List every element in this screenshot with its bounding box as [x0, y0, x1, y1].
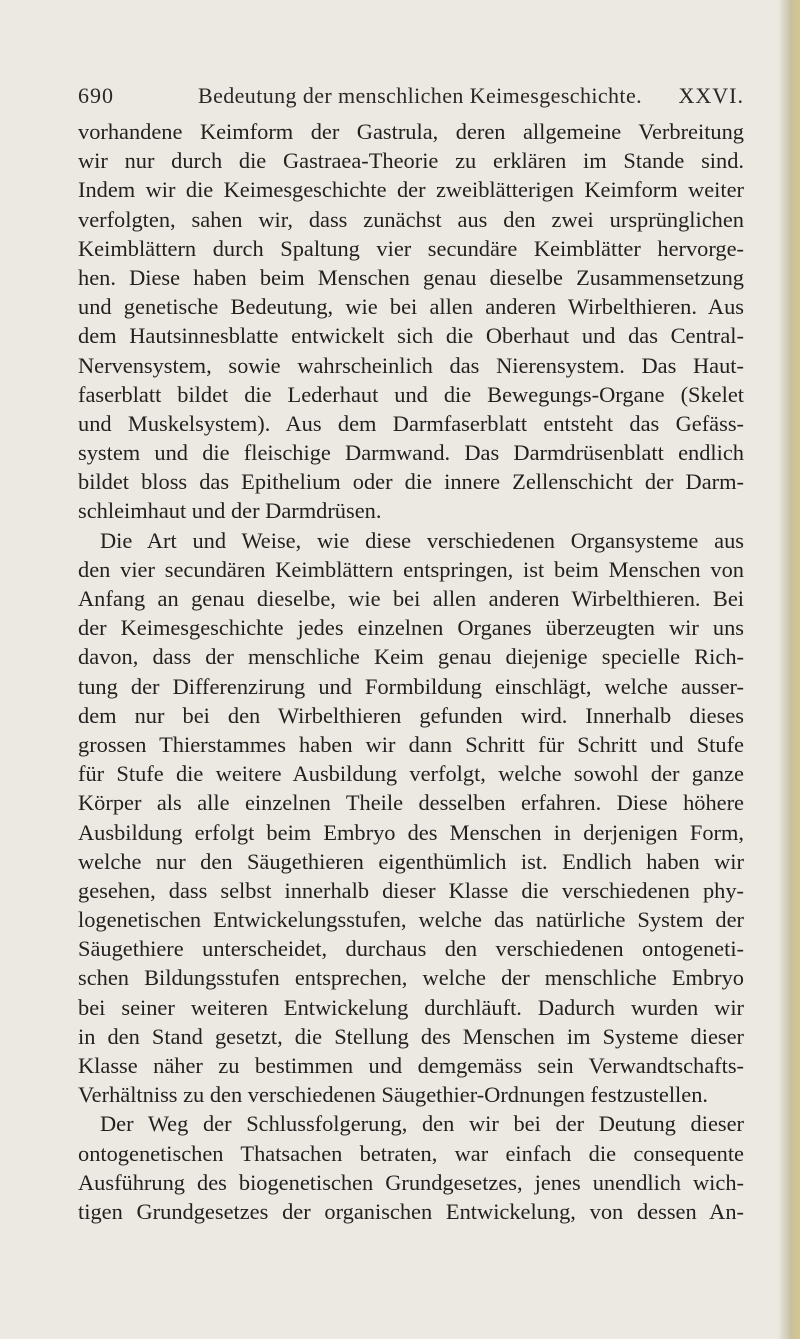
- text-line: und genetische Bedeutung, wie bei allen anderen Wirbelthieren. Aus: [78, 294, 744, 320]
- page-number: 690: [78, 83, 114, 108]
- text-line: Ausführung des biogenetischen Grundgesetzes, jenes unendlich wich-: [78, 1169, 744, 1195]
- text-line: schen Bildungsstufen entsprechen, welche der menschliche Embryo: [78, 965, 744, 991]
- text-line: Nervensystem, sowie wahrscheinlich das Nierensystem. Das Haut-: [78, 352, 744, 378]
- text-line: Indem wir die Keimesgeschichte der zweiblätterigen Keimform weiter: [78, 177, 744, 203]
- page-edge-shadow: [778, 0, 800, 1339]
- paragraph-2: [78, 526, 744, 1110]
- text-line: für Stufe die weitere Ausbildung verfolgt, welche sowohl der ganze: [78, 761, 744, 787]
- text-line: welche nur den Säugethieren eigenthümlich ist. Endlich haben wir: [78, 848, 744, 874]
- text-line: tung der Differenzirung und Formbildung einschlägt, welche ausser-: [78, 673, 744, 699]
- text-line: grossen Thierstammes haben wir dann Schritt für Schritt und Stufe: [78, 731, 744, 757]
- text-line: der Keimesgeschichte jedes einzelnen Organes überzeugten wir uns: [78, 615, 744, 641]
- text-line: hen. Diese haben beim Menschen genau dieselbe Zusammensetzung: [78, 264, 744, 290]
- paragraph-3: [78, 1109, 744, 1226]
- text-line: tigen Grundgesetzes der organischen Entwickelung, von dessen An-: [78, 1198, 744, 1224]
- text-line: Anfang an genau dieselbe, wie bei allen anderen Wirbelthieren. Bei: [78, 586, 744, 611]
- text-line: Der Weg der Schlussfolgerung, den wir bei der Deutung dieser: [100, 1111, 744, 1137]
- text-line: dem Hautsinnesblatte entwickelt sich die Oberhaut und das Central-: [78, 323, 744, 349]
- text-line: wir nur durch die Gastraea-Theorie zu erklären im Stande sind.: [78, 148, 744, 174]
- text-line: Keimblättern durch Spaltung vier secundäre Keimblätter hervorge-: [78, 235, 744, 261]
- text-line: davon, dass der menschliche Keim genau diejenige specielle Rich-: [78, 644, 744, 670]
- text-line: Körper als alle einzelnen Theile desselben erfahren. Diese höhere: [78, 790, 744, 816]
- text-line: Klasse näher zu bestimmen und demgemäss sein Verwandtschafts-: [78, 1053, 744, 1078]
- text-line: den vier secundären Keimblättern entspringen, ist beim Menschen von: [78, 556, 744, 582]
- text-line: Die Art und Weise, wie diese verschiedenen Organsysteme aus: [100, 527, 744, 553]
- text-line: verfolgten, sahen wir, dass zunächst aus den zwei ursprünglichen: [78, 206, 744, 232]
- text-line: logenetischen Entwickelungsstufen, welche das natürliche System der: [78, 907, 744, 933]
- text-line: ontogenetischen Thatsachen betraten, war einfach die consequente: [78, 1140, 744, 1166]
- text-line: Säugethiere unterscheidet, durchaus den verschiedenen ontogeneti-: [78, 936, 744, 962]
- text-line: bildet bloss das Epithelium oder die innere Zellenschicht der Darm-: [78, 469, 744, 495]
- text-line: vorhandene Keimform der Gastrula, deren allgemeine Verbreitung: [78, 119, 744, 144]
- text-line: bei seiner weiteren Entwickelung durchläuft. Dadurch wurden wir: [78, 994, 744, 1020]
- text-line: Ausbildung erfolgt beim Embryo des Menschen in derjenigen Form,: [78, 819, 744, 845]
- running-title: Bedeutung der menschlichen Keimesgeschichte.: [198, 83, 643, 108]
- text-line: faserblatt bildet die Lederhaut und die Bewegungs-Organe (Skelet: [78, 381, 744, 407]
- body-text: [78, 117, 744, 1226]
- text-line: und Muskelsystem). Aus dem Darmfaserblatt entsteht das Gefäss-: [78, 410, 744, 436]
- text-line: in den Stand gesetzt, die Stellung des Menschen im Systeme dieser: [78, 1023, 744, 1049]
- text-line: system und die fleischige Darmwand. Das Darmdrüsenblatt endlich: [78, 440, 744, 466]
- chapter-number: XXVI.: [678, 83, 744, 108]
- text-line: schleimhaut und der Darmdrüsen.: [78, 498, 382, 524]
- running-header: [78, 83, 744, 113]
- text-line: Verhältniss zu den verschiedenen Säugethier-Ordnungen festzustellen.: [78, 1082, 709, 1108]
- text-line: gesehen, dass selbst innerhalb dieser Klasse die verschiedenen phy-: [78, 877, 744, 903]
- text-line: dem nur bei den Wirbelthieren gefunden wird. Innerhalb dieses: [78, 702, 744, 728]
- paragraph-1: [78, 117, 744, 526]
